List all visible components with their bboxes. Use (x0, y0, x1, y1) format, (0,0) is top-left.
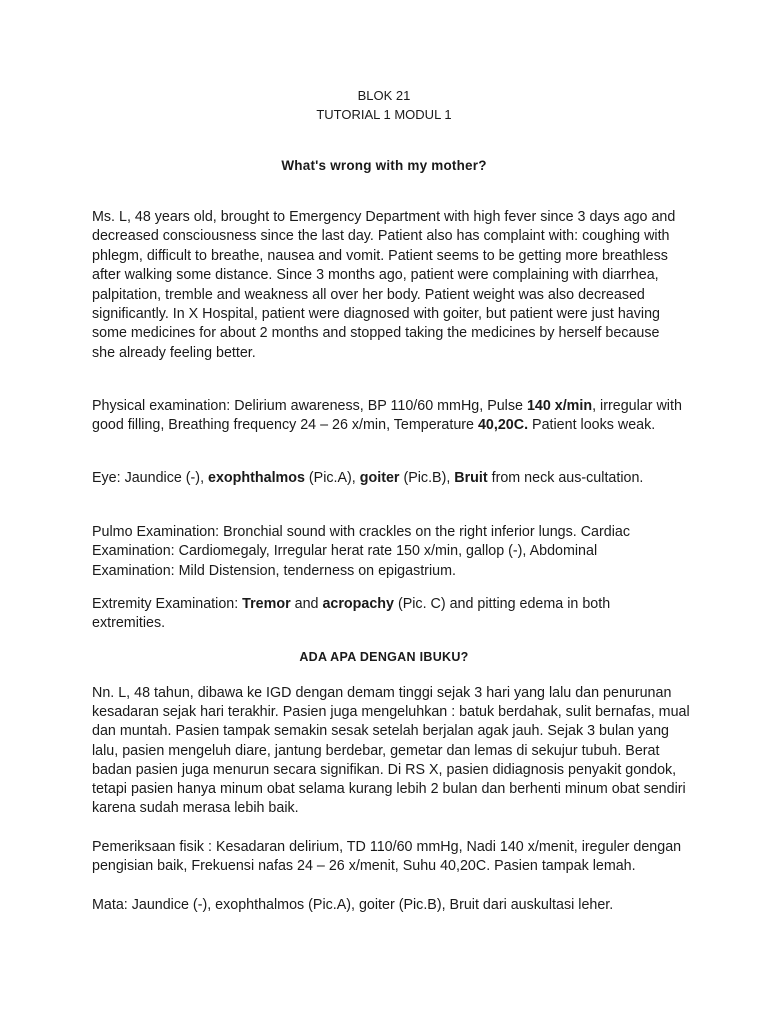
text-run: Extremity Examination: (92, 596, 243, 612)
extremity-exam-paragraph (92, 595, 682, 634)
text-run: and (290, 596, 323, 612)
page-title: What's wrong with my mother? (281, 158, 487, 173)
case-paragraph: Ms. L, 48 years old, brought to Emergency Department with high fever since 3 days ago and decreased consciousness since the last day. Patient also has complaint with: coughing with phlegm, difficult to breathe, nausea and vomit. Patient seems to be getting more breathless after walking some distance. Since 3 months ago, patient were complaining with diarrhea, palpitation, tremble and weakness all over her body. Patient weight was also decreased significantly. In X Hospital, patient were diagnosed with goiter, but patient were just having some medicines for about 2 months and stopped taking the medicines by herself because she already feeling better. (92, 209, 676, 361)
text-run: Patient looks weak. (528, 417, 656, 434)
text-run: , irregular with good filling, Breathing frequency 24 – 26 x/min, Temperature (92, 398, 682, 434)
block-label: BLOK 21 (357, 88, 411, 103)
indonesian-physical-exam: Pemeriksaan fisik : Kesadaran delirium, TD 110/60 mmHg, Nadi 140 x/menit, ireguler dengan pengisian baik, Frekuensi nafas 24 – 26 x/menit, Suhu 40,20C. Pasien tampak lemah. (92, 839, 682, 875)
eye-exam-paragraph (92, 469, 682, 488)
indonesian-case-paragraph: Nn. L, 48 tahun, dibawa ke IGD dengan demam tinggi sejak 3 hari yang lalu dan penurunan kesadaran sejak hari terakhir. Pasien juga mengeluhkan : batuk berdahak, sulit bernafas, mual dan muntah. Pasien tampak semakin sesak setelah berjalan agak jauh. Sejak 3 bulan yang lalu, pasien mengeluh diare, jantung berdebar, gemetar dan lemas di sekujur tubuh. Berat badan pasien juga menurun secara signifikan. Di RS X, pasien didiagnosis penyakit gondok, tetapi pasien hanya minum obat selama kurang lebih 2 bulan dan berhenti minum obat sendiri karena sudah merasa lebih baik. (92, 685, 690, 817)
bruit-term: Bruit (454, 470, 488, 486)
systemic-exam-paragraph: Pulmo Examination: Bronchial sound with crackles on the right inferior lungs. Cardiac Examination: Cardiomegaly, Irregular herat rate 150 x/min, gallop (-), Abdominal Examination: Mild Distension, tenderness on epigastrium. (92, 524, 630, 579)
tutorial-label: TUTORIAL 1 MODUL 1 (316, 107, 452, 122)
acropachy-term: acropachy (322, 596, 394, 612)
goiter-term: goiter (359, 470, 400, 486)
text-run: (Pic.A), (304, 470, 360, 486)
indonesian-heading: ADA APA DENGAN IBUKU? (299, 650, 469, 664)
text-run: Eye: Jaundice (-), (92, 470, 209, 486)
pulse-value: 140 x/min (526, 398, 593, 414)
indonesian-eye-exam: Mata: Jaundice (-), exophthalmos (Pic.A), goiter (Pic.B), Bruit dari auskultasi leher. (92, 897, 614, 913)
text-run: from neck aus-cultation. (487, 470, 644, 486)
text-run: Physical examination: Delirium awareness, BP 110/60 mmHg, Pulse (92, 398, 527, 414)
text-run: (Pic.B), (399, 470, 455, 486)
physical-exam-paragraph (92, 397, 682, 436)
tremor-term: Tremor (242, 596, 291, 612)
text-run: (Pic. C) and pitting edema in both extremities. (92, 596, 611, 632)
document-header (0, 86, 768, 124)
exophthalmos-term: exophthalmos (208, 470, 305, 486)
temperature-value: 40,20C. (477, 417, 529, 434)
